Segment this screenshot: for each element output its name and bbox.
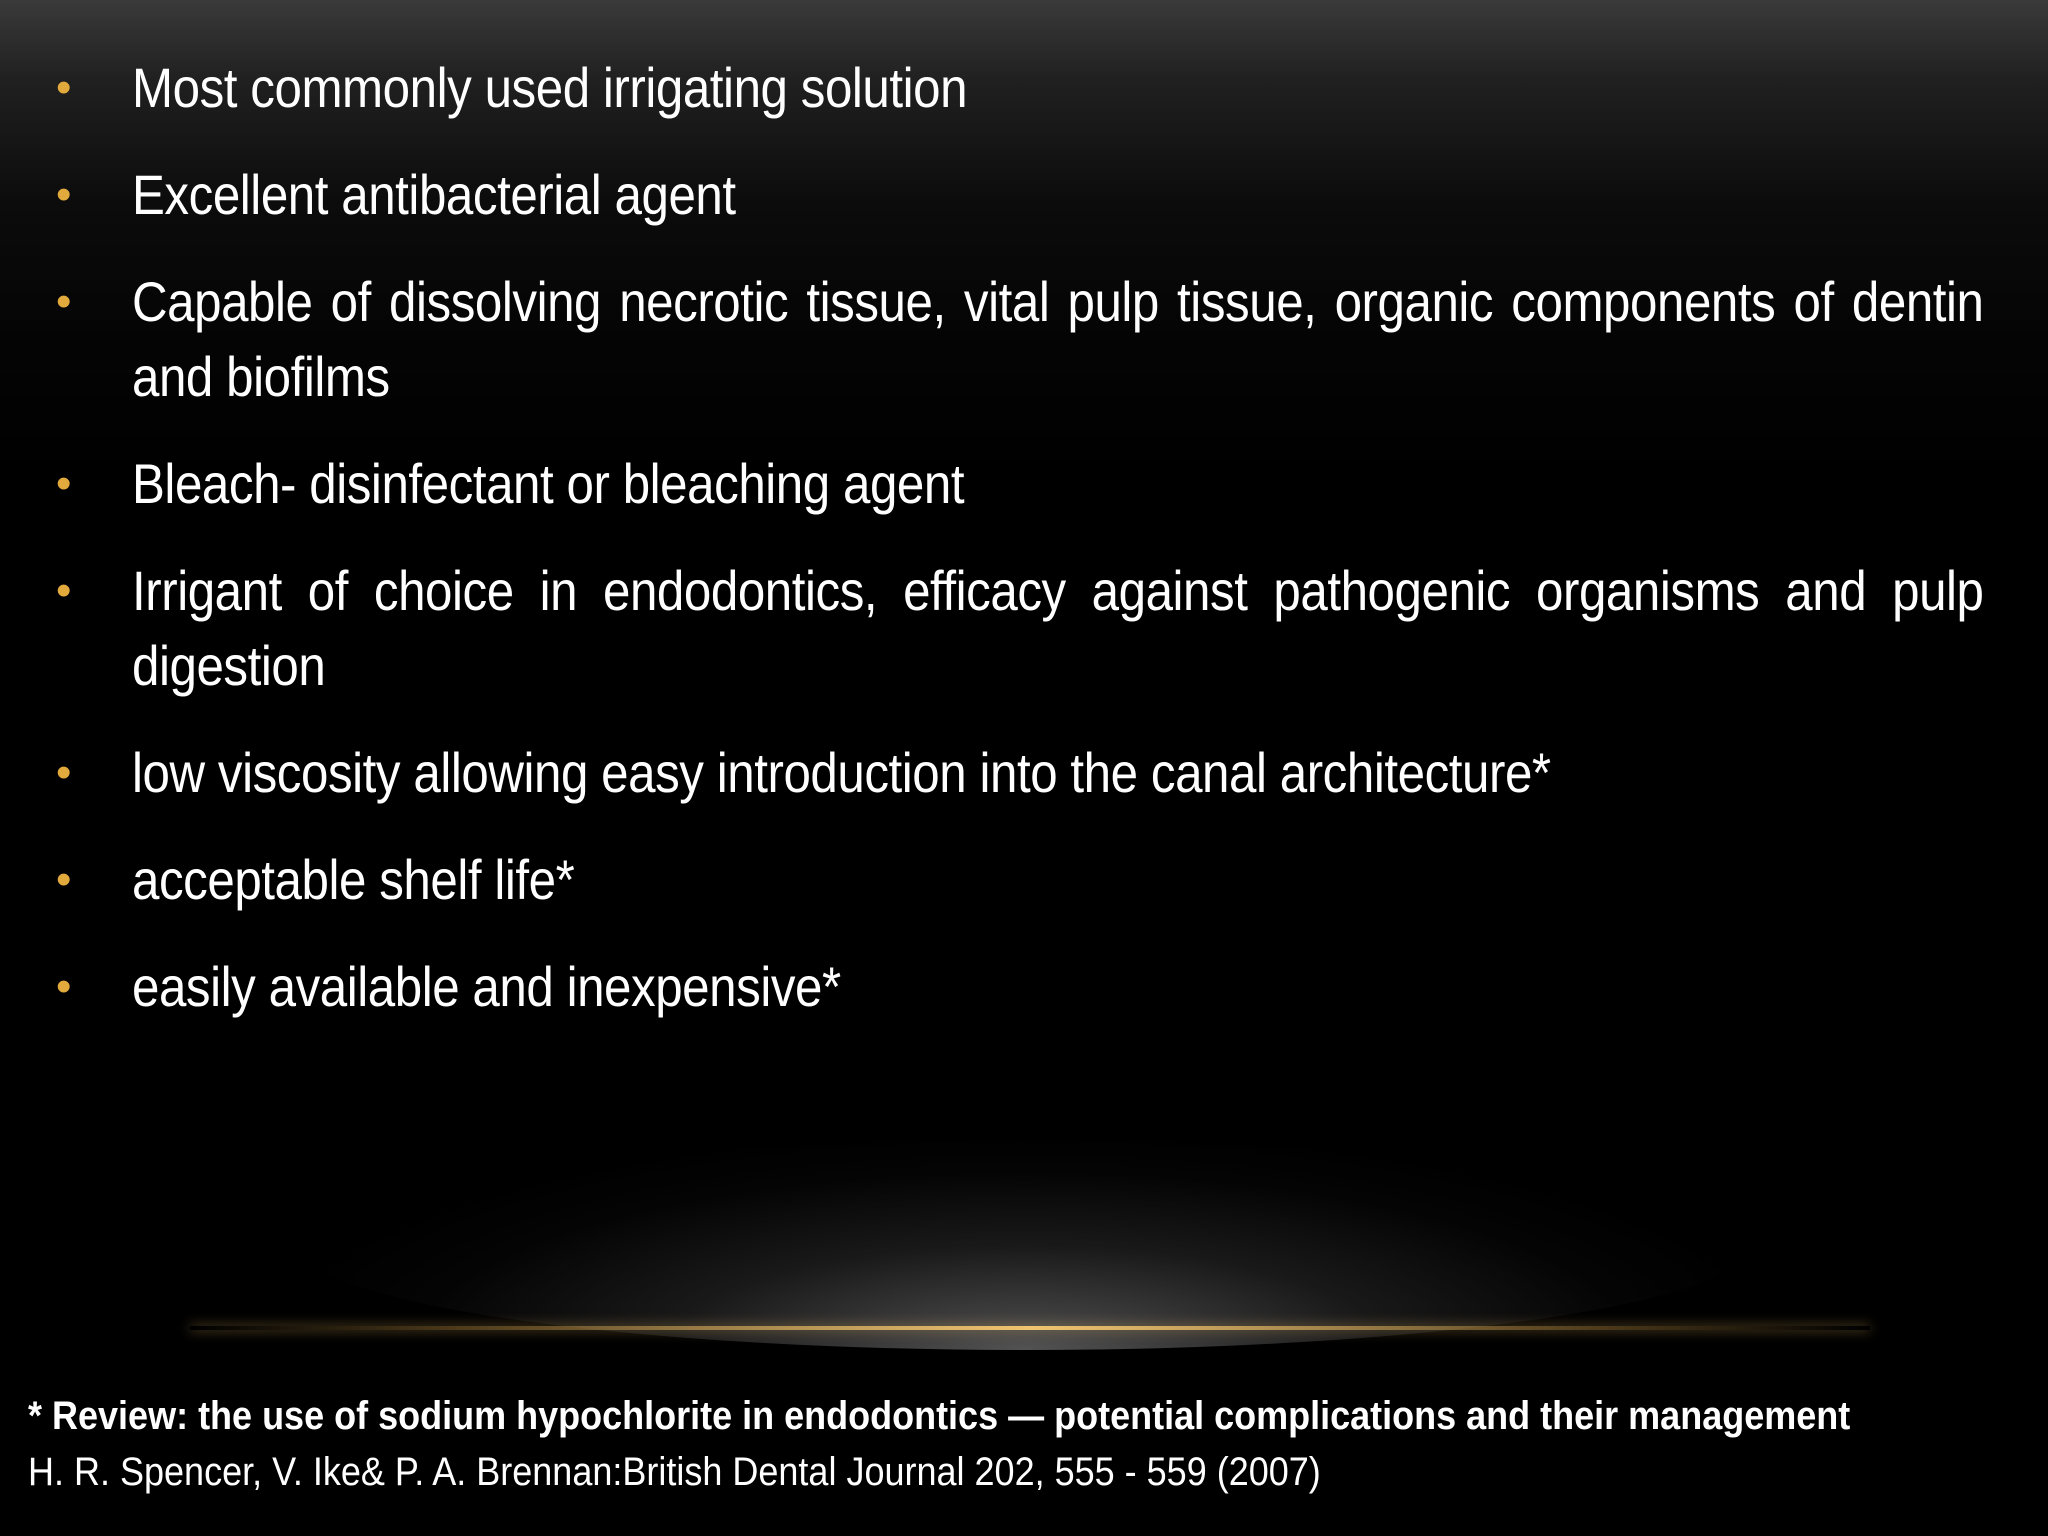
bullet-item: [0, 553, 2048, 703]
reference-authors: H. R. Spencer, V. Ike& P. A. Brennan:British Dental Journal 202, 555 - 559 (2007): [28, 1450, 1321, 1494]
bullet-text: Irrigant of choice in endodontics, efficacy against pathogenic organisms and pulp digestion: [132, 559, 1984, 697]
bullet-text: acceptable shelf life*: [132, 848, 575, 911]
bullet-item: [0, 446, 2048, 521]
bullet-item: [0, 264, 2048, 414]
bullet-text: easily available and inexpensive*: [132, 955, 841, 1018]
bullet-list: [0, 50, 2048, 1056]
bullet-item: [0, 157, 2048, 232]
bullet-item: [0, 842, 2048, 917]
bullet-dot-icon: •: [56, 277, 72, 326]
bullet-item: [0, 50, 2048, 125]
bullet-dot-icon: •: [56, 855, 72, 904]
bullet-dot-icon: •: [56, 459, 72, 508]
bullet-item: [0, 735, 2048, 810]
bullet-text: Bleach- disinfectant or bleaching agent: [132, 452, 965, 515]
bullet-text: low viscosity allowing easy introduction into the canal architecture*: [132, 741, 1551, 804]
bullet-dot-icon: •: [56, 748, 72, 797]
bullet-text: Capable of dissolving necrotic tissue, vital pulp tissue, organic components of dentin and biofilms: [132, 270, 1984, 408]
reference-footer: [28, 1388, 2028, 1500]
reference-title: * Review: the use of sodium hypochlorite in endodontics — potential complications and their management: [28, 1394, 1851, 1438]
bullet-text: Excellent antibacterial agent: [132, 163, 736, 226]
gold-accent-line: [190, 1326, 1870, 1330]
bullet-dot-icon: •: [56, 566, 72, 615]
bullet-text: Most commonly used irrigating solution: [132, 56, 968, 119]
bullet-dot-icon: •: [56, 170, 72, 219]
bullet-item: [0, 949, 2048, 1024]
bullet-dot-icon: •: [56, 63, 72, 112]
stage-glow: [300, 1140, 1750, 1350]
bullet-dot-icon: •: [56, 962, 72, 1011]
